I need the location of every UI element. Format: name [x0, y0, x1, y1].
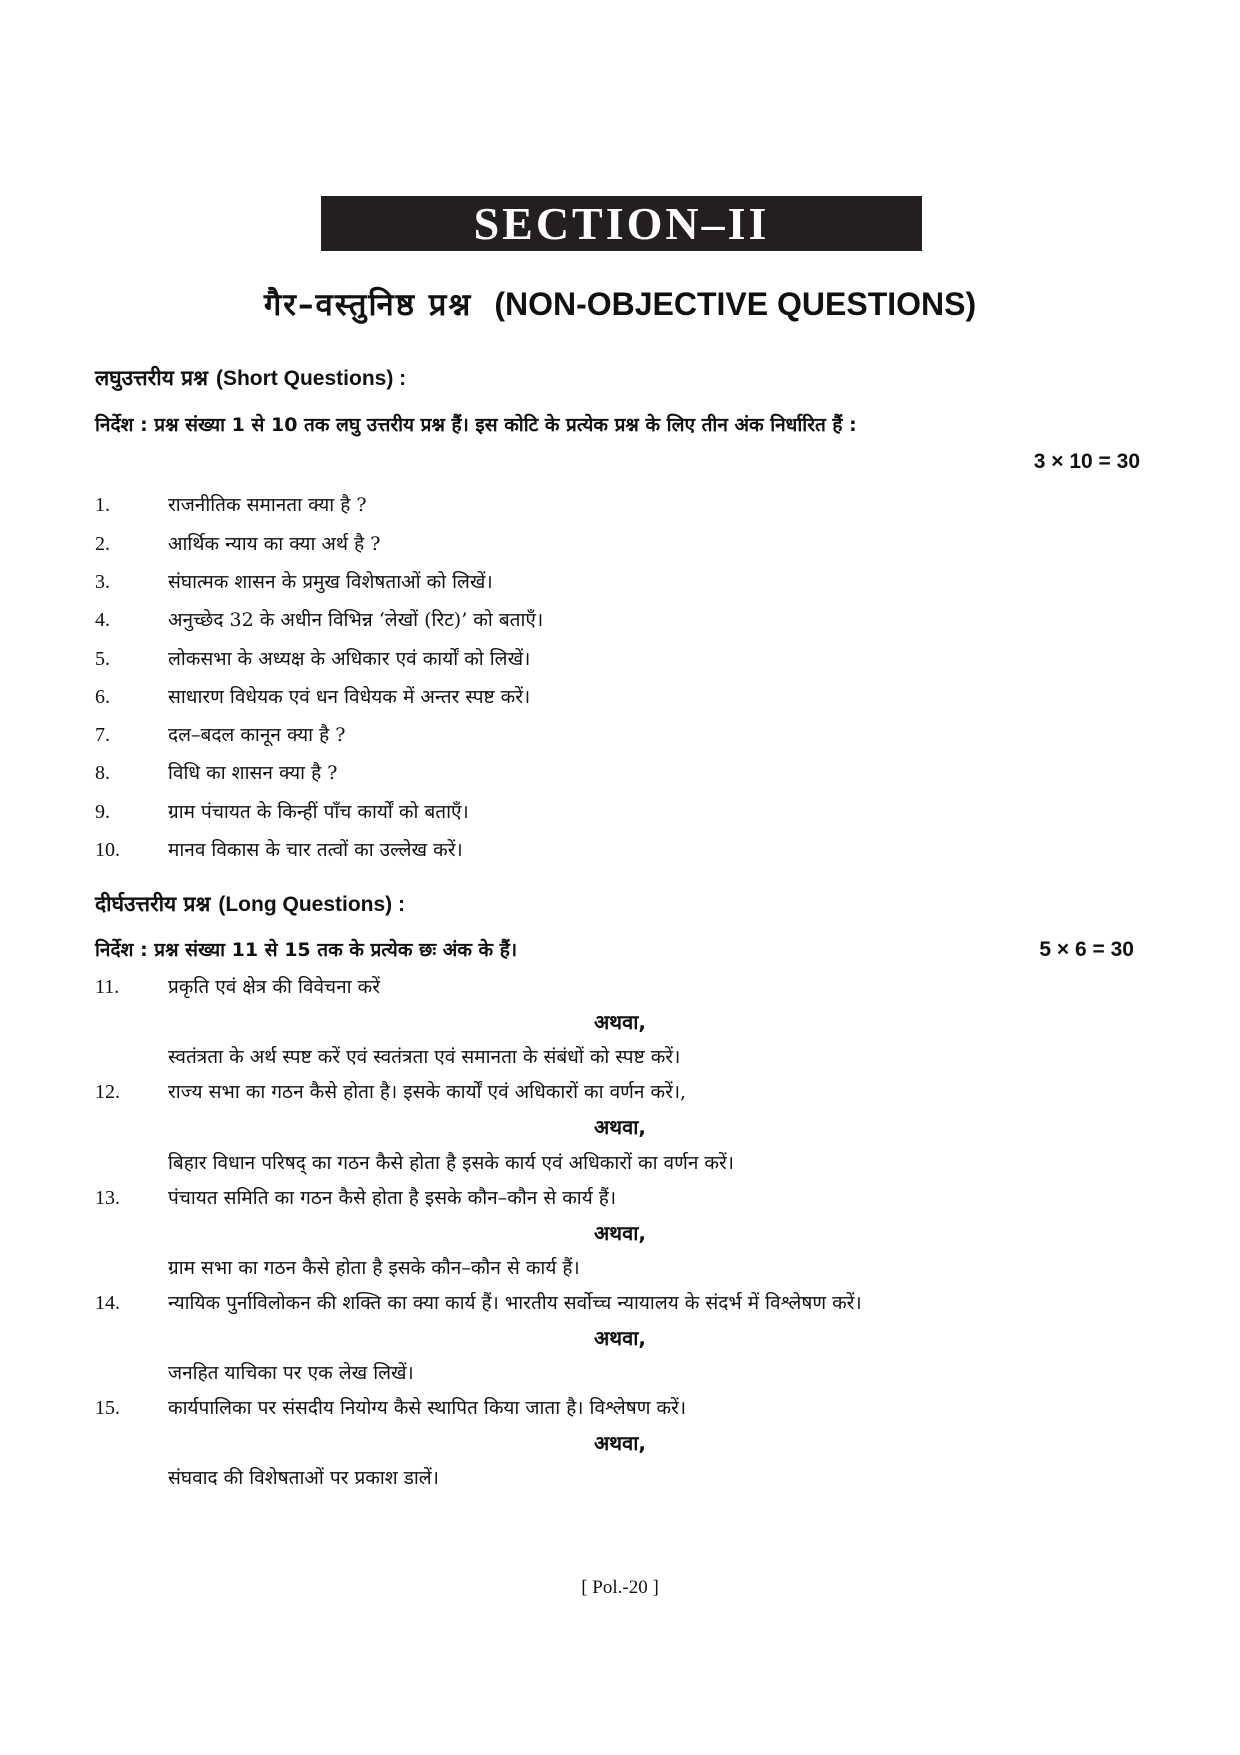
alternative-question-text: संघवाद की विशेषताओं पर प्रकाश डालें। — [168, 1467, 439, 1489]
short-marks: 3 × 10 = 30 — [1033, 450, 1140, 473]
or-label: अथवा, — [594, 1326, 646, 1350]
question-text: विधि का शासन क्या है ? — [168, 762, 338, 784]
question-text: राज्य सभा का गठन कैसे होता है। इसके कार्यों एवं अधिकारों का वर्णन करें।, — [168, 1081, 687, 1103]
subtitle-english: (NON-OBJECTIVE QUESTIONS) — [494, 286, 977, 322]
page-footer: [ Pol.-20 ] — [581, 1577, 659, 1598]
question-text: साधारण विधेयक एवं धन विधेयक में अन्तर स्पष्ट करें। — [168, 686, 531, 708]
or-label: अथवा, — [594, 1010, 646, 1034]
short-questions-heading — [95, 363, 406, 394]
question-text: मानव विकास के चार तत्वों का उल्लेख करें। — [168, 839, 463, 861]
question-number: 1. — [95, 494, 110, 516]
or-label: अथवा, — [594, 1431, 646, 1455]
alternative-question-text: बिहार विधान परिषद् का गठन कैसे होता है इसके कार्य एवं अधिकारों का वर्णन करें। — [168, 1152, 734, 1174]
question-number: 13. — [95, 1187, 120, 1209]
subtitle-hindi: गैर–वस्तुनिष्ठ प्रश्न — [263, 287, 473, 323]
long-instruction: निर्देश : प्रश्न संख्या 11 से 15 तक के प्रत्येक छः अंक के हैं। — [95, 939, 518, 961]
short-heading-hindi: लघुउत्तरीय प्रश्न — [95, 366, 208, 390]
long-heading-english: (Long Questions) : — [218, 893, 405, 916]
question-number: 2. — [95, 533, 110, 555]
question-number: 3. — [95, 571, 110, 593]
alternative-question-text: स्वतंत्रता के अर्थ स्पष्ट करें एवं स्वतंत्रता एवं समानता के संबंधों को स्पष्ट करें। — [168, 1046, 681, 1068]
long-heading-hindi: दीर्घउत्तरीय प्रश्न — [95, 892, 211, 916]
question-number: 7. — [95, 724, 110, 746]
question-text: अनुच्छेद 32 के अधीन विभिन्न ‘लेखों (रिट)’ को बताएँ। — [168, 609, 544, 631]
question-text: राजनीतिक समानता क्या है ? — [168, 494, 367, 516]
question-number: 8. — [95, 762, 110, 784]
page-subtitle — [100, 282, 1140, 327]
alternative-question-text: ग्राम सभा का गठन कैसे होता है इसके कौन–कौन से कार्य हैं। — [168, 1257, 580, 1279]
or-label: अथवा, — [594, 1221, 646, 1245]
question-number: 4. — [95, 609, 110, 631]
question-text: पंचायत समिति का गठन कैसे होता है इसके कौन–कौन से कार्य हैं। — [168, 1187, 617, 1209]
question-number: 11. — [95, 976, 120, 998]
question-text: संघात्मक शासन के प्रमुख विशेषताओं को लिखें। — [168, 571, 493, 593]
question-text: कार्यपालिका पर संसदीय नियोग्य कैसे स्थापित किया जाता है। विश्लेषण करें। — [168, 1397, 687, 1419]
section-title: SECTION–II — [321, 196, 922, 251]
question-text: प्रकृति एवं क्षेत्र की विवेचना करें — [168, 976, 380, 998]
alternative-question-text: जनहित याचिका पर एक लेख लिखें। — [168, 1362, 414, 1384]
long-marks: 5 × 6 = 30 — [1039, 938, 1134, 961]
question-text: लोकसभा के अध्यक्ष के अधिकार एवं कार्यों को लिखें। — [168, 648, 531, 670]
short-instruction: निर्देश : प्रश्न संख्या 1 से 10 तक लघु उत्तरीय प्रश्न हैं। इस कोटि के प्रत्येक प्रश्न के लिए तीन अंक निर्धारित हैं : — [95, 414, 857, 436]
question-text: न्यायिक पुर्नाविलोकन की शक्ति का क्या कार्य हैं। भारतीय सर्वोच्च न्यायालय के संदर्भ में विश्लेषण करें। — [168, 1292, 862, 1314]
question-number: 10. — [95, 839, 120, 861]
question-number: 9. — [95, 801, 110, 823]
question-number: 5. — [95, 648, 110, 670]
question-number: 14. — [95, 1292, 120, 1314]
question-number: 15. — [95, 1397, 120, 1419]
question-text: दल–बदल कानून क्या है ? — [168, 724, 346, 746]
question-text: आर्थिक न्याय का क्या अर्थ है ? — [168, 533, 381, 555]
short-heading-english: (Short Questions) : — [215, 367, 407, 390]
question-number: 12. — [95, 1081, 120, 1103]
long-questions-heading — [95, 889, 405, 920]
question-number: 6. — [95, 686, 110, 708]
or-label: अथवा, — [594, 1115, 646, 1139]
question-text: ग्राम पंचायत के किन्हीं पाँच कार्यों को बताएँ। — [168, 801, 469, 823]
